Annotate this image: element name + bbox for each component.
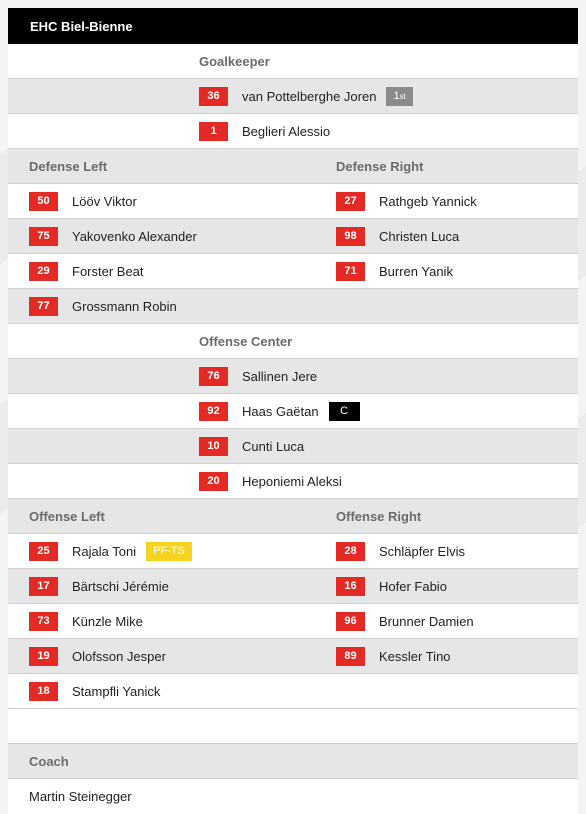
coach-name[interactable]: Martin Steinegger xyxy=(29,789,132,804)
player-row xyxy=(8,639,578,674)
section-title: Offense Center xyxy=(199,333,293,349)
lineup-table xyxy=(8,8,578,814)
jersey-number: 76 xyxy=(199,367,228,386)
player-name[interactable]: Forster Beat xyxy=(72,263,144,279)
jersey-number: 29 xyxy=(29,262,58,281)
player-name[interactable]: Burren Yanik xyxy=(379,263,453,279)
jersey-number: 18 xyxy=(29,682,58,701)
jersey-number: 1 xyxy=(199,122,228,141)
player-name[interactable]: Sallinen Jere xyxy=(242,368,318,384)
section-title: Offense Right xyxy=(336,508,422,524)
player-name[interactable]: Lööv Viktor xyxy=(72,193,137,209)
player-name[interactable]: van Pottelberghe Joren xyxy=(242,88,377,104)
player-name[interactable]: Grossmann Robin xyxy=(72,298,177,314)
jersey-number: 16 xyxy=(336,577,365,596)
player-row xyxy=(8,674,578,709)
jersey-number: 27 xyxy=(336,192,365,211)
player-name[interactable]: Cunti Luca xyxy=(242,438,305,454)
jersey-number: 20 xyxy=(199,472,228,491)
section-header-goalkeeper xyxy=(8,44,578,79)
player-name[interactable]: Olofsson Jesper xyxy=(72,648,166,664)
section-title: Goalkeeper xyxy=(199,53,270,69)
player-row xyxy=(8,114,578,149)
jersey-number: 89 xyxy=(336,647,365,666)
section-header-coach xyxy=(8,744,578,779)
jersey-number: 71 xyxy=(336,262,365,281)
jersey-number: 96 xyxy=(336,612,365,631)
player-row xyxy=(8,254,578,289)
player-name[interactable]: Haas Gaëtan xyxy=(242,403,319,419)
player-row xyxy=(8,569,578,604)
player-name[interactable]: Bärtschi Jérémie xyxy=(72,578,169,594)
coach-row xyxy=(8,779,578,814)
pf-ts-badge: PF-TS xyxy=(146,542,192,561)
player-row xyxy=(8,534,578,569)
player-row xyxy=(8,359,578,394)
player-name[interactable]: Christen Luca xyxy=(379,228,460,244)
player-row xyxy=(8,184,578,219)
jersey-number: 17 xyxy=(29,577,58,596)
player-name[interactable]: Hofer Fabio xyxy=(379,578,447,594)
jersey-number: 50 xyxy=(29,192,58,211)
player-row xyxy=(8,79,578,114)
player-name[interactable]: Stampfli Yanick xyxy=(72,683,161,699)
player-row xyxy=(8,429,578,464)
team-header xyxy=(8,8,578,44)
player-name[interactable]: Künzle Mike xyxy=(72,613,143,629)
player-name[interactable]: Rathgeb Yannick xyxy=(379,193,477,209)
section-header-defense xyxy=(8,149,578,184)
player-name[interactable]: Yakovenko Alexander xyxy=(72,228,197,244)
player-name[interactable]: Schläpfer Elvis xyxy=(379,543,465,559)
section-title: Offense Left xyxy=(29,508,105,524)
jersey-number: 75 xyxy=(29,227,58,246)
section-title: Defense Left xyxy=(29,158,108,174)
jersey-number: 19 xyxy=(29,647,58,666)
jersey-number: 25 xyxy=(29,542,58,561)
jersey-number: 98 xyxy=(336,227,365,246)
player-name[interactable]: Kessler Tino xyxy=(379,648,451,664)
jersey-number: 73 xyxy=(29,612,58,631)
player-row xyxy=(8,394,578,429)
player-row xyxy=(8,604,578,639)
jersey-number: 36 xyxy=(199,87,228,106)
jersey-number: 77 xyxy=(29,297,58,316)
jersey-number: 92 xyxy=(199,402,228,421)
player-name[interactable]: Heponiemi Aleksi xyxy=(242,473,342,489)
team-name: EHC Biel-Bienne xyxy=(30,18,133,34)
player-name[interactable]: Brunner Damien xyxy=(379,613,474,629)
player-row xyxy=(8,464,578,499)
section-header-offense-wings xyxy=(8,499,578,534)
captain-badge: C xyxy=(329,402,360,421)
player-name[interactable]: Rajala Toni xyxy=(72,543,137,559)
jersey-number: 28 xyxy=(336,542,365,561)
empty-row xyxy=(8,709,578,744)
jersey-number: 10 xyxy=(199,437,228,456)
player-row xyxy=(8,219,578,254)
first-goalie-badge: 1 st xyxy=(386,87,412,106)
player-name[interactable]: Beglieri Alessio xyxy=(242,123,331,139)
section-title: Coach xyxy=(29,753,69,769)
section-header-offense-center xyxy=(8,324,578,359)
player-row xyxy=(8,289,578,324)
section-title: Defense Right xyxy=(336,158,424,174)
